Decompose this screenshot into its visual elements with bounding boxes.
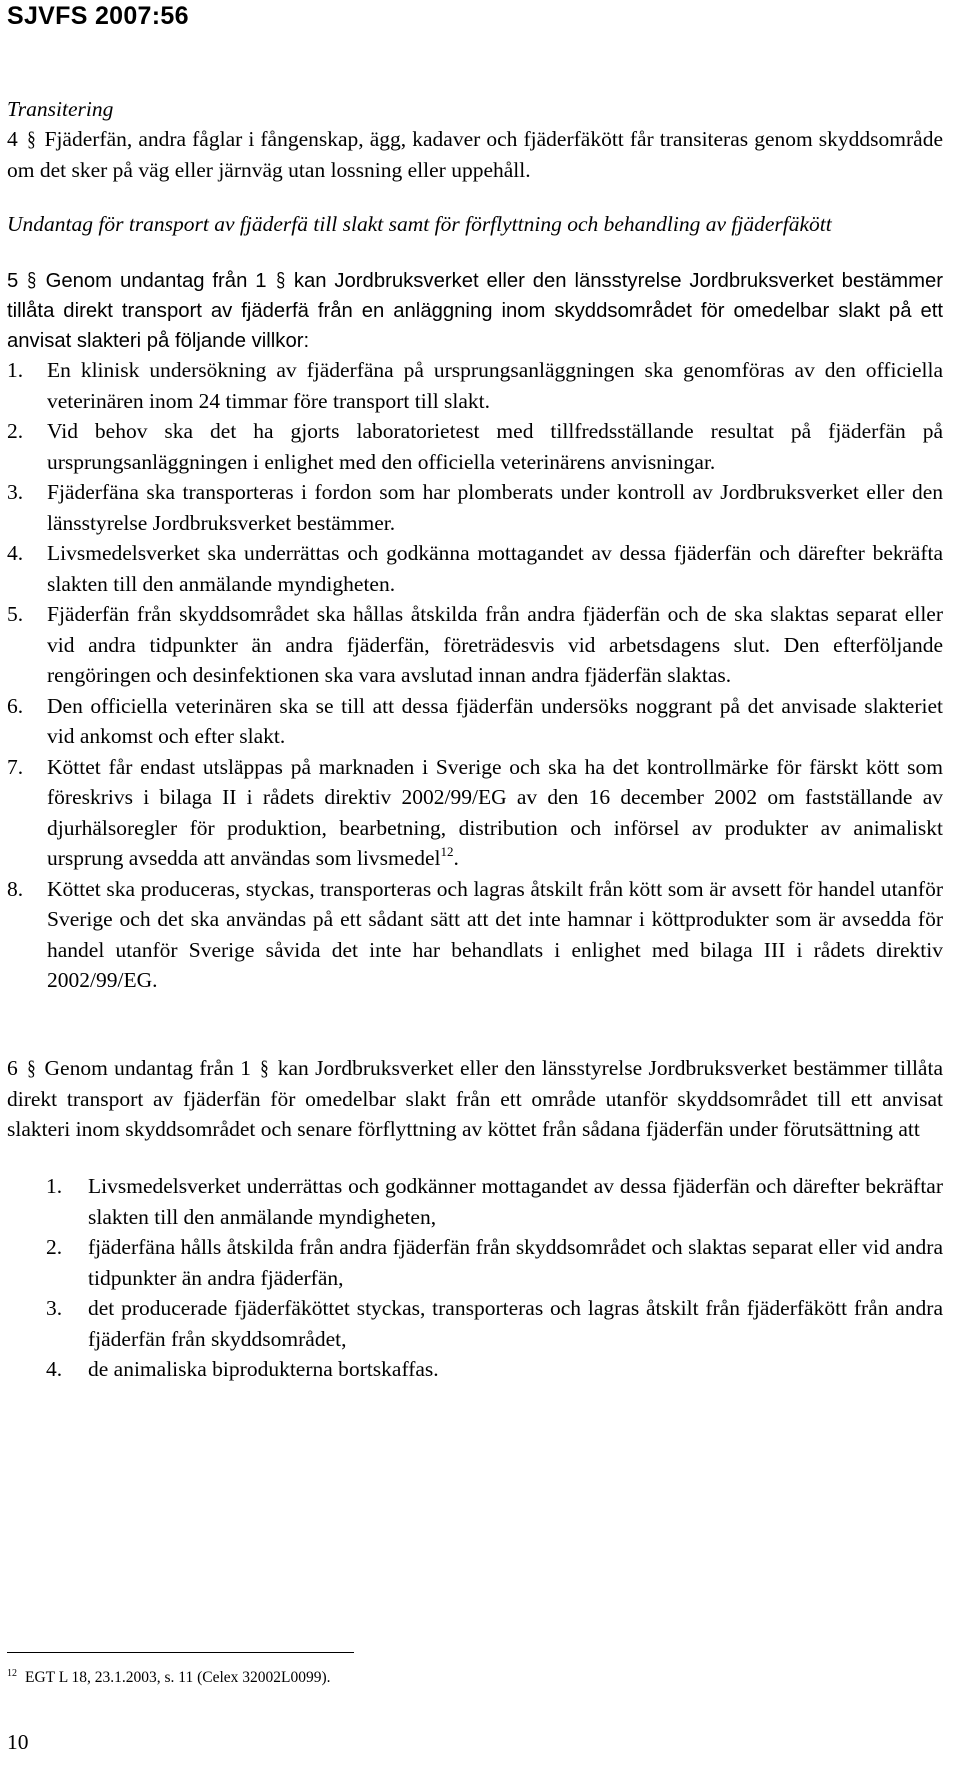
footnote-text: EGT L 18, 23.1.2003, s. 11 (Celex 32002L0099). — [25, 1669, 331, 1686]
item-text: de animaliska biprodukterna bortskaffas. — [88, 1357, 439, 1381]
list-item — [7, 416, 943, 477]
item-number: 7. — [7, 754, 24, 779]
item-text: Vid behov ska det ha gjorts laboratorietest med tillfredsställande resultat på fjäderfän på ursprungsanläggningen i enlighet med den officiella veterinärens anvisningar. — [47, 419, 943, 474]
paragraph-number: 4 — [7, 127, 18, 151]
paragraph-text-part1: Genom undantag från 1 — [45, 270, 267, 292]
item-text: En klinisk undersökning av fjäderfäna på ursprungsanläggningen ska genomföras av den officiella veterinären inom 24 timmar före transport till slakt. — [47, 358, 943, 413]
footnote-mark: 12 — [7, 1668, 17, 1679]
item-text: det producerade fjäderfäköttet styckas, transporteras och lagras åtskilt från fjäderfäkött från andra fjäderfän från skyddsområdet, — [88, 1296, 943, 1351]
paragraph-number: 5 — [7, 270, 19, 292]
section-symbol: § — [26, 1056, 36, 1080]
paragraph-text-part2: kan Jordbruksverket eller den länsstyrelse Jordbruksverket bestämmer tillåta direkt transport av fjäderfän för omedelbar slakt från ett område utanför skyddsområdet till ett anvisat slakteri inom skyddsområdet och senare förflyttning av köttet från sådana fjäderfän under förutsättning att — [7, 1056, 943, 1141]
item-number: 2. — [7, 419, 24, 443]
item-number: 3. — [7, 480, 24, 504]
section-symbol: § — [260, 1056, 269, 1080]
section-symbol: § — [26, 127, 36, 151]
item-number: 6. — [7, 693, 24, 718]
footnote-separator — [7, 1652, 354, 1653]
list-item — [7, 599, 943, 691]
list-item — [7, 477, 943, 538]
transit-heading: Transitering — [7, 97, 114, 121]
item-number: 3. — [46, 1296, 63, 1320]
list-item — [7, 355, 943, 416]
list-item — [46, 1354, 943, 1385]
item-text: fjäderfäna hålls åtskilda från andra fjäderfän från skyddsområdet och slaktas separat eller vid andra tidpunkter än andra fjäderfän, — [88, 1235, 943, 1290]
item-text: Köttet får endast utsläppas på marknaden i Sverige och ska ha det kontrollmärke för färskt kött som föreskrivs i bilaga II i rådets direktiv 2002/99/EG av den 16 december 2002 om fastställande av djurhälsoregler för produktion, bearbetning, distribution och införsel av produkter av animaliskt ursprung avsedda att användas som livsmedel — [47, 754, 943, 870]
item-number: 8. — [7, 876, 24, 901]
section-6-paragraph — [7, 1053, 943, 1145]
item-number: 4. — [46, 1357, 63, 1381]
transit-paragraph — [7, 124, 943, 185]
list-item — [46, 1171, 943, 1232]
item-number: 4. — [7, 541, 24, 565]
section-symbol: § — [27, 270, 37, 292]
section-6-list — [46, 1171, 943, 1385]
list-item — [7, 874, 943, 996]
item-number: 1. — [7, 358, 24, 382]
item-text: Livsmedelsverket underrättas och godkänner mottagandet av dessa fjäderfän och därefter bekräftar slakten till den anmälande myndigheten, — [88, 1174, 943, 1229]
footnote-reference: 12 — [440, 844, 454, 859]
exemption-heading: Undantag för transport av fjäderfä till slakt samt för förflyttning och behandling av fjäderfäkött — [7, 212, 832, 236]
paragraph-text-part2: kan Jordbruksverket eller den länsstyrelse Jordbruksverket bestämmer tillåta direkt transport av fjäderfä från en anläggning inom skyddsområdet för omedelbar slakt på ett anvisat slakteri på följande villkor: — [7, 270, 944, 352]
list-item — [7, 538, 943, 599]
list-item — [7, 752, 943, 874]
item-number: 2. — [46, 1235, 63, 1259]
section-symbol: § — [275, 270, 285, 292]
item-text: Fjäderfän från skyddsområdet ska hållas åtskilda från andra fjäderfän och de ska slaktas separat eller vid andra tidpunkter än andra fjäderfän, företrädesvis vid arbetsdagens slut. Den efterföljande rengöringen och desinfektionen ska vara avslutad innan andra fjäderfän slaktas. — [47, 602, 943, 687]
paragraph-text: Fjäderfän, andra fåglar i fångenskap, ägg, kadaver och fjäderfäkött får transiteras genom skyddsområde om det sker på väg eller järnväg utan lossning eller uppehåll. — [7, 127, 943, 182]
list-item — [46, 1232, 943, 1293]
item-text: Den officiella veterinären ska se till att dessa fjäderfän undersöks noggrant på det anvisade slakteriet vid ankomst och efter slakt. — [47, 693, 943, 748]
list-item — [7, 691, 943, 752]
paragraph-text-part1: Genom undantag från 1 — [44, 1056, 251, 1080]
exemption-intro-paragraph — [7, 266, 943, 356]
item-text-tail: . — [453, 846, 459, 870]
item-text: Fjäderfäna ska transporteras i fordon som har plomberats under kontroll av Jordbruksverket eller den länsstyrelse Jordbruksverket bestämmer. — [47, 480, 943, 535]
item-number: 5. — [7, 602, 24, 626]
conditions-list — [7, 355, 943, 996]
list-item — [46, 1293, 943, 1354]
footnote — [7, 1663, 331, 1689]
paragraph-number: 6 — [7, 1056, 18, 1080]
item-text: Livsmedelsverket ska underrättas och godkänna mottagandet av dessa fjäderfän och därefter bekräfta slakten till den anmälande myndigheten. — [47, 541, 943, 596]
page-number: 10 — [7, 1730, 29, 1754]
item-number: 1. — [46, 1174, 63, 1198]
document-id-header: SJVFS 2007:56 — [7, 2, 189, 30]
item-text: Köttet ska produceras, styckas, transporteras och lagras åtskilt från kött som är avsett för handel utanför Sverige och det ska användas på ett sådant sätt att det inte hamnar i köttprodukter som är avsedda för handel utanför Sverige såvida det inte har behandlats i enlighet med bilaga III i rådets direktiv 2002/99/EG. — [47, 876, 943, 992]
